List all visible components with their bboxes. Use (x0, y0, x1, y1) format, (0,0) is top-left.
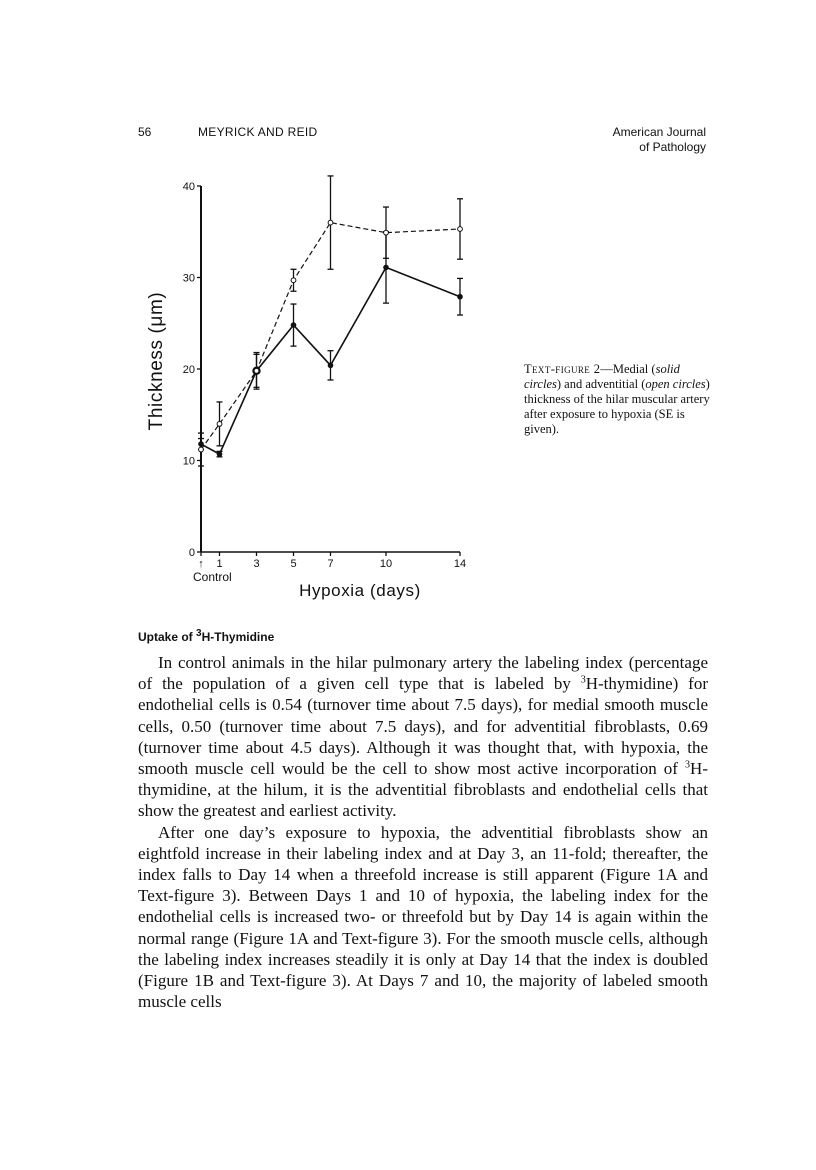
section-heading-sup: 3 (196, 628, 202, 639)
figure-caption (524, 362, 714, 437)
y-tick-label: 10 (182, 455, 195, 468)
journal-name (613, 125, 706, 155)
caption-label: Text-figure 2 (524, 362, 601, 376)
p1-sup-2: 3 (685, 759, 691, 771)
p1-sup-1: 3 (580, 674, 586, 686)
x-tick-label: 10 (379, 558, 393, 570)
x-tick-label: 14 (453, 558, 467, 570)
control-label: Control (193, 570, 232, 584)
body-text (138, 652, 708, 1012)
x-tick-label: 7 (327, 558, 334, 570)
p1-part-c: H-thymidine, at the hilum, it is the adventitial fibroblasts and endothelial cells that show the greatest and earliest activity. (138, 759, 708, 821)
thickness-chart (130, 170, 490, 610)
x-tick-label: 5 (290, 558, 297, 570)
x-tick-label: 3 (253, 558, 260, 570)
paragraph-1 (138, 652, 708, 822)
y-tick-label: 20 (182, 364, 195, 376)
p1-part-a: In control animals in the hilar pulmonary artery the labeling index (percentage of the population of a given cell type that is labeled by (138, 653, 708, 694)
journal-name-line2: of Pathology (639, 140, 706, 154)
open-circle-point (328, 220, 333, 225)
chart-axes (183, 181, 466, 570)
y-tick-label: 40 (182, 181, 195, 193)
open-circle-point (217, 422, 222, 427)
section-heading-post: H-Thymidine (201, 630, 275, 644)
page-number: 56 (138, 125, 152, 139)
solid-circle-point (457, 294, 463, 300)
open-circle-point (199, 447, 204, 452)
caption-text-2: ) and adventitial ( (556, 377, 646, 391)
p1-part-b: H-thymidine) for endothelial cells is 0.54 (turnover time about 7.5 days), for medial smooth muscle cells, 0.50 (turnover time about 7.5 days), and for adventitial fibroblasts, 0.69 (turnover time about 4.5 days). Although it was thought that, with hypoxia, the smooth muscle cell would be the cell to show most active incorporation of (138, 674, 709, 779)
caption-open-circles: open circles (645, 377, 706, 391)
solid-circle-point (291, 322, 297, 328)
solid-circle-point (328, 363, 334, 369)
running-head-authors: MEYRICK AND REID (198, 125, 318, 139)
x-axis-title: Hypoxia (days) (299, 581, 421, 600)
open-circle-point (458, 227, 463, 232)
open-circle-point (384, 230, 389, 235)
caption-text-3: ) thickness of the hilar muscular artery after exposure to hypoxia (SE is given). (524, 377, 710, 436)
y-tick-label: 0 (188, 547, 195, 559)
y-axis-title: Thickness (μm) (146, 291, 167, 431)
caption-solid-circles: solid circles (524, 362, 680, 391)
solid-circle-point (217, 451, 223, 457)
open-circle-point (254, 368, 259, 373)
paragraph-2: After one day’s exposure to hypoxia, the adventitial fibroblasts show an eightfold increase in their labeling index and at Day 3, an 11-fold; thereafter, the index falls to Day 14 when a threefold increase is still apparent (Figure 1A and Text-figure 3). Between Days 1 and 10 of hypoxia, the labeling index for the endothelial cells is increased two- or threefold but by Day 14 is again within the normal range (Figure 1A and Text-figure 3). For the smooth muscle cells, although the labeling index increases steadily it is only at Day 14 that the index is doubled (Figure 1B and Text-figure 3). At Days 7 and 10, the majority of labeled smooth muscle cells (138, 822, 708, 1012)
solid-circle-point (383, 265, 389, 271)
x-tick-label: 1 (216, 558, 223, 570)
caption-text-1: —Medial ( (600, 362, 656, 376)
chart-series (198, 176, 463, 466)
open-circle-point (291, 278, 296, 283)
section-heading-pre: Uptake of (138, 630, 197, 644)
y-tick-label: 30 (182, 272, 195, 285)
journal-name-line1: American Journal (612, 125, 706, 139)
section-heading (138, 628, 274, 644)
x-tick-label: ↑ (198, 558, 204, 570)
